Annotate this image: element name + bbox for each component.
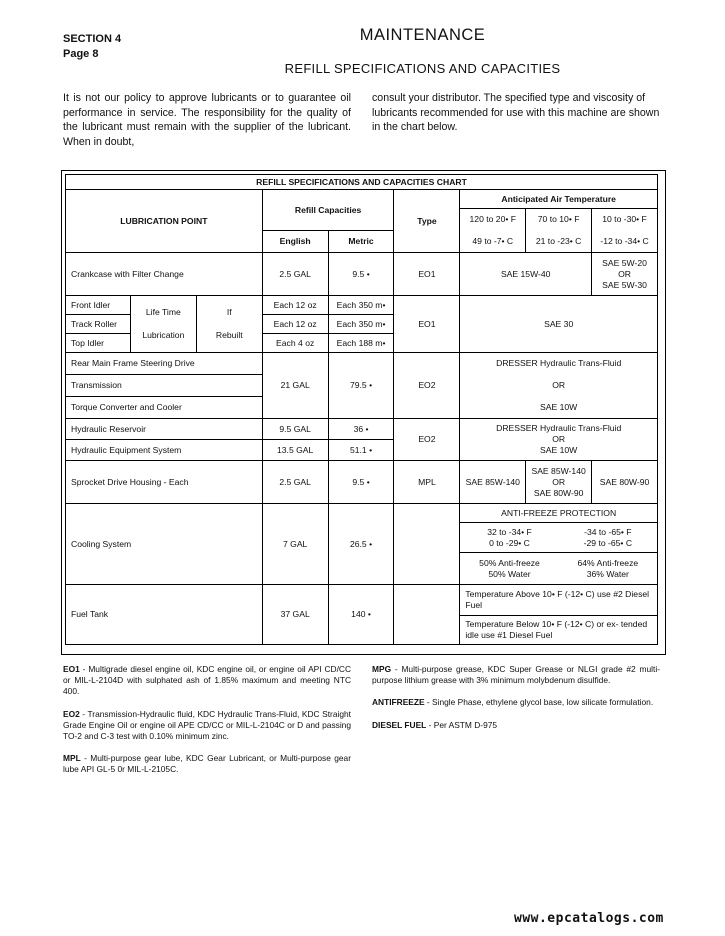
antifreeze-range-2-c: -29 to -65• C (583, 537, 633, 548)
page-subtitle: REFILL SPECIFICATIONS AND CAPACITIES (284, 61, 561, 76)
note-mpl (63, 753, 351, 775)
note-mpl-text: - Multi-purpose gear lube, KDC Gear Lubricant, or Multi-purpose gear lube API GL-5 0r MIL-L-2105C. (63, 753, 351, 775)
if-rebuilt (196, 296, 262, 353)
table-row-sprocket (66, 461, 658, 504)
notes-right (372, 664, 660, 742)
intro-right: consult your distributor. The specified type and viscosity of lubricants recommended for use with this machine are shown in the chart below. (372, 92, 660, 134)
crankcase-type: EO1 (394, 253, 460, 296)
track-roller-metric: Each 350 m• (328, 315, 394, 334)
transmission-english: 21 GAL (262, 353, 328, 419)
rear-main-label: Rear Main Frame Steering Drive (66, 353, 263, 375)
antifreeze-title: ANTI-FREEZE PROTECTION (460, 504, 658, 523)
sprocket-spec-2 (526, 461, 592, 504)
fuel-spec-below: Temperature Below 10• F (-12• C) or ex- tended idle use #1 Diesel Fuel (460, 616, 658, 645)
antifreeze-mix-row (460, 558, 657, 580)
notes-left (63, 664, 351, 787)
antifreeze-range-1 (460, 527, 558, 549)
life-time-lubrication (130, 296, 196, 353)
section-label: SECTION 4 (63, 33, 122, 45)
page-title: MAINTENANCE (359, 26, 486, 44)
cooling-metric: 26.5 • (328, 504, 394, 585)
note-mpl-key: MPL (63, 753, 81, 764)
temp-col-2-f: 70 to 10• F (526, 209, 592, 231)
header-lubrication-point: LUBRICATION POINT (66, 190, 263, 253)
life-time-label: Life Time (145, 307, 181, 317)
front-idler-metric: Each 350 m• (328, 296, 394, 315)
top-idler-label: Top Idler (66, 334, 131, 353)
transmission-spec-3: SAE 10W (540, 402, 578, 412)
front-idler-english: Each 12 oz (262, 296, 328, 315)
fuel-english: 37 GAL (262, 585, 328, 645)
note-eo1-text: - Multigrade diesel engine oil, KDC engine oil, or engine oil API CD/CC or MIL-L-2104D with sulphated ash of 1.85% maximum and meeting NTC 400. (63, 664, 351, 697)
temp-col-3-f: 10 to -30• F (592, 209, 658, 231)
transmission-metric: 79.5 • (328, 353, 394, 419)
antifreeze-mix-1-water: 50% Water (488, 568, 531, 579)
table-row (66, 190, 658, 209)
note-mpg-text: - Multi-purpose grease, KDC Super Grease or NLGI grade #2 multi-purpose lithium grease with 3% minimum molybdenum disulfide. (372, 664, 660, 686)
transmission-spec-2: OR (552, 380, 566, 390)
temp-col-3-c: -12 to -34• C (592, 231, 658, 253)
hydraulic-equipment-english: 13.5 GAL (262, 440, 328, 461)
header-air-temperature: Anticipated Air Temperature (460, 190, 658, 209)
refill-chart-table (65, 174, 658, 645)
note-eo2-key: EO2 (63, 708, 80, 719)
table-row-hydraulic-reservoir (66, 419, 658, 440)
note-antifreeze-text: - Single Phase, ethylene glycol base, low silicate formulation. (424, 697, 654, 708)
rebuilt-label: Rebuilt (215, 330, 243, 340)
crankcase-spec-2c: SAE 5W-30 (602, 279, 647, 290)
fuel-metric: 140 • (328, 585, 394, 645)
header-english: English (262, 231, 328, 253)
note-antifreeze-key: ANTIFREEZE (372, 697, 425, 708)
antifreeze-range-2-f: -34 to -65• F (584, 526, 632, 537)
track-roller-english: Each 12 oz (262, 315, 328, 334)
temp-col-1-c: 49 to -7• C (460, 231, 526, 253)
table-row-fuel (66, 585, 658, 616)
crankcase-metric: 9.5 • (328, 253, 394, 296)
crankcase-spec-2b: OR (618, 268, 631, 279)
table-row (66, 175, 658, 190)
page-label: Page 8 (63, 48, 99, 60)
header-refill-capacities: Refill Capacities (262, 190, 394, 231)
idler-spec: SAE 30 (460, 296, 658, 353)
transmission-type: EO2 (394, 353, 460, 419)
sprocket-metric: 9.5 • (328, 461, 394, 504)
header-metric: Metric (328, 231, 394, 253)
crankcase-spec-2a: SAE 5W-20 (602, 257, 647, 268)
antifreeze-range-2 (559, 527, 657, 549)
note-diesel-text: - Per ASTM D-975 (426, 719, 498, 730)
intro-left: It is not our policy to approve lubricants or to guarantee oil performance in service. The responsibility for the quality of the lubricant must remain with the supplier of the lubricant. When in doubt, (63, 92, 351, 148)
hydraulic-reservoir-english: 9.5 GAL (262, 419, 328, 440)
note-eo1 (63, 664, 351, 698)
crankcase-spec-2 (592, 253, 658, 296)
note-mpg (372, 664, 660, 686)
note-eo1-key: EO1 (63, 664, 80, 674)
table-row-front-idler (66, 296, 658, 315)
note-diesel-key: DIESEL FUEL (372, 719, 427, 730)
note-antifreeze (372, 697, 660, 708)
hydraulic-spec-2: OR (552, 434, 566, 444)
hydraulic-reservoir-label: Hydraulic Reservoir (66, 419, 263, 440)
if-label: If (226, 307, 232, 317)
transmission-label: Transmission (66, 375, 263, 397)
fuel-label: Fuel Tank (66, 585, 263, 645)
antifreeze-range-cell (460, 523, 658, 553)
hydraulic-equipment-label: Hydraulic Equipment System (66, 440, 263, 461)
hydraulic-spec-3: SAE 10W (540, 445, 578, 455)
header-type: Type (394, 190, 460, 253)
chart-title: REFILL SPECIFICATIONS AND CAPACITIES CHART (66, 175, 658, 190)
cooling-label: Cooling System (66, 504, 263, 585)
transmission-spec-1: DRESSER Hydraulic Trans-Fluid (496, 358, 622, 368)
sprocket-spec-2c: SAE 80W-90 (533, 487, 584, 498)
watermark: www.epcatalogs.com (514, 911, 664, 926)
note-mpg-key: MPG (372, 664, 392, 674)
antifreeze-mix-2-water: 36% Water (586, 568, 629, 579)
table-row-rear-main (66, 353, 658, 375)
hydraulic-type: EO2 (394, 419, 460, 461)
fuel-spec-above: Temperature Above 10• F (-12• C) use #2 Diesel Fuel (460, 585, 658, 616)
antifreeze-range-1-c: 0 to -29• C (489, 537, 530, 548)
sprocket-spec-3: SAE 80W-90 (592, 461, 658, 504)
table-row-cooling (66, 504, 658, 523)
hydraulic-equipment-metric: 51.1 • (328, 440, 394, 461)
note-diesel (372, 720, 660, 731)
sprocket-label: Sprocket Drive Housing - Each (66, 461, 263, 504)
note-eo2-text: - Transmission-Hydraulic fluid, KDC Hydraulic Trans-Fluid, KDC Straight Grade Engine Oil or engine oil APE CD/CC or MIL-L-2104C or D and passing TO-2 and C-3 test with 0.10% minimum zinc. (63, 708, 351, 742)
sprocket-spec-2a: SAE 85W-140 (531, 465, 586, 476)
antifreeze-range-1-f: 32 to -34• F (487, 526, 532, 537)
sprocket-type: MPL (394, 461, 460, 504)
crankcase-spec-1: SAE 15W-40 (460, 253, 592, 296)
antifreeze-mix-2 (559, 558, 657, 580)
antifreeze-range-row (460, 527, 657, 549)
sprocket-english: 2.5 GAL (262, 461, 328, 504)
front-idler-label: Front Idler (66, 296, 131, 315)
note-eo2 (63, 709, 351, 743)
antifreeze-mix-1 (460, 558, 558, 580)
torque-converter-label: Torque Converter and Cooler (66, 397, 263, 419)
top-idler-metric: Each 188 m• (328, 334, 394, 353)
temp-col-2-c: 21 to -23• C (526, 231, 592, 253)
antifreeze-mix-cell (460, 553, 658, 585)
hydraulic-spec-1: DRESSER Hydraulic Trans-Fluid (496, 423, 622, 433)
idler-type: EO1 (394, 296, 460, 353)
lubrication-label: Lubrication (142, 330, 185, 340)
table-row-crankcase (66, 253, 658, 296)
hydraulic-reservoir-metric: 36 • (328, 419, 394, 440)
track-roller-label: Track Roller (66, 315, 131, 334)
sprocket-spec-2b: OR (552, 476, 566, 487)
antifreeze-mix-1-pct: 50% Anti-freeze (479, 557, 540, 568)
crankcase-english: 2.5 GAL (262, 253, 328, 296)
top-idler-english: Each 4 oz (262, 334, 328, 353)
cooling-english: 7 GAL (262, 504, 328, 585)
cooling-type (394, 504, 460, 585)
transmission-spec (460, 353, 658, 419)
sprocket-spec-1: SAE 85W-140 (460, 461, 526, 504)
hydraulic-spec (460, 419, 658, 461)
crankcase-label: Crankcase with Filter Change (66, 253, 263, 296)
antifreeze-mix-2-pct: 64% Anti-freeze (577, 557, 639, 568)
fuel-type (394, 585, 460, 645)
temp-col-1-f: 120 to 20• F (460, 209, 526, 231)
